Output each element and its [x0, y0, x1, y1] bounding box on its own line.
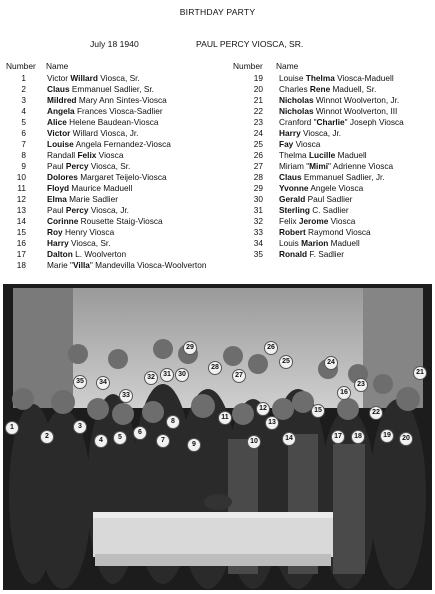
roster-name: Claus Emmanuel Sadlier, Sr. — [47, 84, 154, 94]
photo-tag: 14 — [282, 432, 296, 446]
photo-tag: 17 — [331, 430, 345, 444]
roster-number: 28 — [253, 172, 263, 182]
photo-tag: 19 — [380, 429, 394, 443]
roster-name: Ronald F. Sadlier — [279, 249, 345, 259]
photo-tag: 33 — [119, 389, 133, 403]
roster-number: 32 — [253, 216, 263, 226]
photo-tag: 34 — [96, 376, 110, 390]
photo-tag: 13 — [265, 416, 279, 430]
roster-number: 34 — [253, 238, 263, 248]
right-number-header: Number — [233, 61, 263, 71]
roster-number: 17 — [16, 249, 26, 259]
roster-number: 24 — [253, 128, 263, 138]
roster-name: Cranford "Charlie" Joseph Viosca — [279, 117, 404, 127]
roster-number: 27 — [253, 161, 263, 171]
roster-name: Paul Percy Viosca, Sr. — [47, 161, 131, 171]
photo-tag: 24 — [324, 356, 338, 370]
photo-tag: 25 — [279, 355, 293, 369]
photo-tag: 26 — [264, 341, 278, 355]
left-name-header: Name — [46, 61, 69, 71]
roster-name: Marie "Villa" Mandevilla Viosca-Woolverton — [47, 260, 207, 270]
roster-number: 2 — [21, 84, 26, 94]
left-number-header: Number — [6, 61, 36, 71]
photo-tag: 11 — [218, 411, 232, 425]
roster-number: 14 — [16, 216, 26, 226]
roster-number: 15 — [16, 227, 26, 237]
roster-name: Randall Felix Viosca — [47, 150, 124, 160]
roster-name: Mildred Mary Ann Sintes-Viosca — [47, 95, 167, 105]
photo-tag: 9 — [187, 438, 201, 452]
photo-tag: 4 — [94, 434, 108, 448]
roster-number: 6 — [21, 128, 26, 138]
roster-name: Alice Helene Baudean-Viosca — [47, 117, 159, 127]
roster-number: 7 — [21, 139, 26, 149]
photo-tag: 1 — [5, 421, 19, 435]
roster-name: Dolores Margaret Teijelo-Viosca — [47, 172, 167, 182]
roster-number: 3 — [21, 95, 26, 105]
photo-tag: 16 — [337, 386, 351, 400]
roster-name: Thelma Lucille Maduell — [279, 150, 367, 160]
event-date: July 18 1940 — [90, 39, 139, 49]
roster-name: Louise Thelma Viosca-Maduell — [279, 73, 394, 83]
photo-tag: 3 — [73, 420, 87, 434]
roster-number: 29 — [253, 183, 263, 193]
photo-tag: 30 — [175, 368, 189, 382]
photo-tag: 35 — [73, 375, 87, 389]
roster-number: 30 — [253, 194, 263, 204]
roster-name: Claus Emmanuel Sadlier, Jr. — [279, 172, 385, 182]
roster-name: Sterling C. Sadlier — [279, 205, 349, 215]
roster-number: 21 — [253, 95, 263, 105]
roster-number: 33 — [253, 227, 263, 237]
photo-tag: 23 — [354, 378, 368, 392]
roster-name: Louis Marion Maduell — [279, 238, 360, 248]
photo-tag: 20 — [399, 432, 413, 446]
photo-tag: 32 — [144, 371, 158, 385]
roster-number: 23 — [253, 117, 263, 127]
roster-number: 20 — [253, 84, 263, 94]
honoree-name: PAUL PERCY VIOSCA, SR. — [196, 39, 304, 49]
photo-tag: 27 — [232, 369, 246, 383]
page-title: BIRTHDAY PARTY — [179, 7, 256, 17]
roster-name: Nicholas Winnot Woolverton, Jr. — [279, 95, 400, 105]
photo-tag: 29 — [183, 341, 197, 355]
roster-name: Robert Raymond Viosca — [279, 227, 371, 237]
photo-scene — [3, 284, 432, 590]
roster-name: Nicholas Winnot Woolverton, III — [279, 106, 398, 116]
photo-tag: 6 — [133, 426, 147, 440]
roster-name: Floyd Maurice Maduell — [47, 183, 133, 193]
roster-number: 31 — [253, 205, 263, 215]
photo-tag: 28 — [208, 361, 222, 375]
roster-name: Harry Viosca, Jr. — [279, 128, 342, 138]
roster-name: Elma Marie Sadlier — [47, 194, 119, 204]
photo-tag: 18 — [351, 430, 365, 444]
roster-number: 19 — [253, 73, 263, 83]
roster-number: 8 — [21, 150, 26, 160]
photo-tag: 21 — [413, 366, 427, 380]
roster-name: Harry Viosca, Sr. — [47, 238, 111, 248]
roster-name: Victor Willard Viosca, Jr. — [47, 128, 139, 138]
roster-name: Charles Rene Maduell, Sr. — [279, 84, 377, 94]
roster-number: 9 — [21, 161, 26, 171]
photo-tag: 5 — [113, 431, 127, 445]
roster-number: 10 — [16, 172, 26, 182]
right-name-header: Name — [276, 61, 299, 71]
roster-name: Felix Jerome Viosca — [279, 216, 356, 226]
photo-tag: 15 — [311, 404, 325, 418]
roster-name: Fay Viosca — [279, 139, 321, 149]
roster-number: 11 — [17, 183, 26, 193]
roster-name: Dalton L. Woolverton — [47, 249, 127, 259]
roster-name: Gerald Paul Sadlier — [279, 194, 353, 204]
roster-name: Corinne Rousette Staig-Viosca — [47, 216, 163, 226]
roster-name: Paul Percy Viosca, Jr. — [47, 205, 129, 215]
photo-tag: 31 — [160, 368, 174, 382]
roster-number: 13 — [16, 205, 26, 215]
roster-number: 35 — [253, 249, 263, 259]
roster-number: 18 — [16, 260, 26, 270]
roster-number: 5 — [21, 117, 26, 127]
roster-name: Yvonne Angele Viosca — [279, 183, 364, 193]
roster-number: 16 — [16, 238, 26, 248]
roster-number: 4 — [21, 106, 26, 116]
roster-number: 25 — [253, 139, 263, 149]
roster-number: 12 — [16, 194, 26, 204]
group-photo — [3, 284, 432, 590]
roster-name: Louise Angela Fernandez-Viosca — [47, 139, 171, 149]
roster-number: 26 — [253, 150, 263, 160]
photo-tag: 8 — [166, 415, 180, 429]
photo-tag: 10 — [247, 435, 261, 449]
photo-tag: 22 — [369, 406, 383, 420]
photo-tag: 2 — [40, 430, 54, 444]
roster-number: 1 — [21, 73, 26, 83]
photo-tag: 12 — [256, 402, 270, 416]
roster-number: 22 — [253, 106, 263, 116]
roster-name: Miriam "Mimi" Adrienne Viosca — [279, 161, 394, 171]
roster-name: Angela Frances Viosca-Sadlier — [47, 106, 163, 116]
roster-name: Roy Henry Viosca — [47, 227, 115, 237]
photo-tag: 7 — [156, 434, 170, 448]
roster-name: Victor Willard Viosca, Sr. — [47, 73, 140, 83]
